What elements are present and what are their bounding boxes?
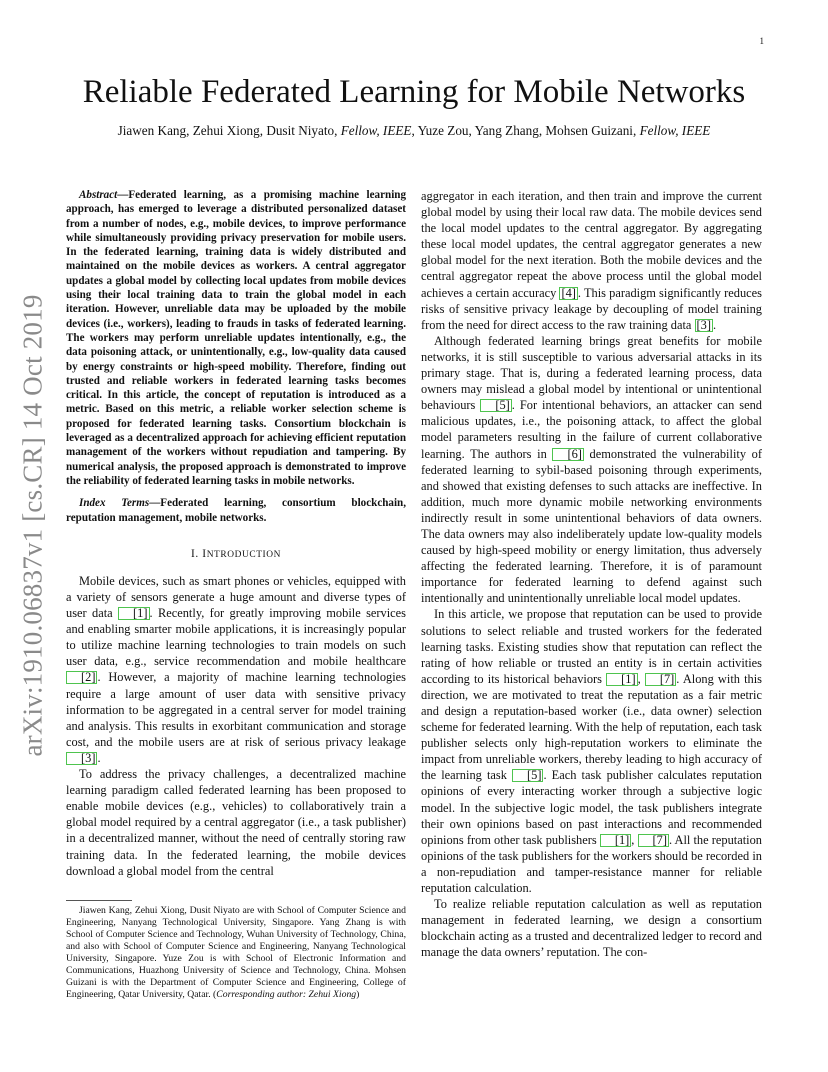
corresponding-author: Corresponding author: Zehui Xiong bbox=[216, 989, 357, 1000]
right-paragraph-2 bbox=[421, 333, 762, 607]
citation-link[interactable]: [1] bbox=[606, 673, 637, 686]
paragraph-text: Mobile devices, such as smart phones or vehicles, equipped with a variety of sensors generate a huge amount and diverse types of user data bbox=[66, 573, 406, 621]
paragraph-text: aggregator in each iteration, and then train and improve the current global model by using their local raw data. The mobile devices send the local model updates to the central aggregator. By aggregating these local model updates, the central aggregator generates a new global model for the next iteration. Both the mobile devices and the central aggregator repeat the above process until the global model achieves a certain accuracy bbox=[421, 189, 762, 300]
index-terms bbox=[66, 496, 406, 525]
paragraph-text: . bbox=[712, 317, 717, 332]
page-number: 1 bbox=[759, 36, 764, 46]
intro-paragraph-1 bbox=[66, 573, 406, 766]
arxiv-identifier-text: arXiv:1910.06837v1 [cs.CR] 14 Oct 2019 bbox=[17, 293, 48, 757]
author-affiliation-footnote bbox=[66, 905, 406, 1001]
paragraph-text: , bbox=[637, 671, 645, 686]
citation-link[interactable]: [3] bbox=[696, 317, 711, 332]
authors-part-1: Jiawen Kang, Zehui Xiong, Dusit Niyato, bbox=[117, 123, 338, 138]
paragraph-text: . Each task publisher calculates reputation opinions of every interacting worker through a subjective logic model. In the subjective logic model, the task publishers integrate their own opinions based on past interactions and recommended opinions from other task publishers bbox=[421, 768, 762, 847]
intro-paragraph-2: To address the privacy challenges, a decentralized machine learning paradigm called federated learning has been proposed to enable mobile devices (e.g., vehicles) to collaboratively train a global model required by a central aggregator (i.e., a task publisher) in a decentralized manner, without the need of centrally storing raw training data. In the federated learning, the mobile devices download a global model from the central bbox=[66, 767, 406, 878]
citation-link[interactable]: [1] bbox=[118, 607, 149, 620]
paragraph-text: In this article, we propose that reputation can be used to provide solutions to select reliable and trusted workers for the federated learning tasks. Existing studies show that reputation can reflect the rating of how reliable or trusted an entity is in certain activities according to its historical behaviors bbox=[421, 607, 762, 686]
paragraph-text: . All the reputation opinions of the task publishers for the workers should be recorded in a non-repudiation and tamper-resistance manner for reliable reputation calculation. bbox=[421, 832, 762, 896]
paragraph-text: . bbox=[97, 750, 101, 765]
right-paragraph-3 bbox=[421, 606, 762, 896]
paragraph-text: . However, a majority of machine learning technologies require a large amount of user data with sensitive privacy information to be aggregated in a central server for model training and analysis. This results in exorbitant communication and storage cost, and the mobile users are at risk of serious privacy leakage bbox=[66, 670, 406, 749]
abstract bbox=[66, 188, 406, 488]
paragraph-text: . Along with this direction, we are motivated to treat the reputation as a fair metric and design a reputation-based worker (i.e., data owner) selection scheme for federated learning. With the help of reputation, each task publisher selects only high-reputation workers to eliminate the impact from unreliable workers, thereby leading to high accuracy of the learning task bbox=[421, 671, 762, 783]
citation-link[interactable]: [7] bbox=[645, 673, 676, 686]
paragraph-text: . For intentional behaviors, an attacker can send malicious updates, i.e., the poisoning attack, to affect the global model parameters resulting in the failure of current collaborative learning. The authors in bbox=[421, 398, 762, 461]
citation-link[interactable]: [6] bbox=[552, 448, 583, 461]
paragraph-text: . Recently, for greatly improving mobile services and enabling smarter mobile applications, it is increasingly popular to utilize machine learning technologies to train models on such user data, e.g., service recommendation and mobile healthcare bbox=[66, 606, 406, 669]
abstract-text: —Federated learning, as a promising machine learning approach, has emerged to leverage a distributed personalized dataset from a number of nodes, e.g., mobile devices, to improve performance while simultaneously providing privacy preservation for mobile users. In the federated learning, training data is widely distributed and maintained on the mobile devices as workers. A central aggregator updates a global model by collecting local updates from mobile devices using their local training data to train the global model in each iteration. However, unreliable data may be uploaded by the mobile devices (i.e., workers), leading to frauds in tasks of federated learning. The workers may perform unreliable updates intentionally, e.g., the data poisoning attack, or unintentionally, e.g., low-quality data caused by energy constraints or high-speed mobility. Therefore, finding out trusted and reliable workers in federated learning tasks becomes critical. In this article, the concept of reputation is introduced as a metric. Based on this metric, a reliable worker selection scheme is proposed for federated learning tasks. Consortium blockchain is leveraged as a decentralized approach for achieving efficient reputation management of the workers without repudiation and tampering. By numerical analysis, the proposed approach is demonstrated to improve the reliability of federated learning tasks in mobile networks. bbox=[66, 189, 406, 487]
right-paragraph-4: To realize reliable reputation calculation as well as reputation management in federated learning, we design a consortium blockchain acting as a trusted and decentralized ledger to record and manage the data owners’ reputation. The con- bbox=[421, 897, 762, 960]
footnote-text: Jiawen Kang, Zehui Xiong, Dusit Niyato are with School of Computer Science and Engineering, Nanyang Technological University, Singapore. Yang Zhang is with School of Computer Science and Technology, Wuhan University of Technology, China, and also with School of Computer Science and Engineering, Nanyang Technological University, Singapore. Yuze Zou is with School of Electronic Information and Communications, Huazhong University of Science and Technology, China. Mohsen Guizani is with the Department of Computer Science and Engineering, College of Engineering, Qatar University, Qatar. ( bbox=[66, 905, 406, 1000]
section-heading-introduction: I. INTRODUCTION bbox=[191, 547, 281, 560]
paper-title: Reliable Federated Learning for Mobile Networks bbox=[82, 74, 746, 110]
abstract-lead: Abstract bbox=[79, 189, 118, 201]
citation-link[interactable]: [5] bbox=[480, 399, 511, 412]
index-terms-text: —Federated learning, consortium blockchain, reputation management, mobile networks. bbox=[66, 497, 406, 524]
author-list bbox=[0, 123, 828, 139]
right-column bbox=[421, 188, 762, 961]
index-terms-lead: Index Terms bbox=[79, 497, 150, 510]
paragraph-text: . This paradigm significantly reduces risks of sensitive privacy leakage by decoupling of model training from the need for direct access to the raw training data bbox=[421, 285, 762, 332]
paragraph-text: , bbox=[631, 832, 638, 847]
author-fellow-title-1: Fellow, IEEE bbox=[340, 123, 412, 138]
citation-link[interactable]: [1] bbox=[600, 834, 631, 847]
author-fellow-title-2: Fellow, IEEE bbox=[639, 123, 711, 138]
footnote-divider bbox=[66, 900, 132, 901]
citation-link[interactable]: [4] bbox=[561, 285, 576, 300]
authors-part-2: , Yuze Zou, Yang Zhang, Mohsen Guizani, bbox=[411, 123, 637, 138]
left-column bbox=[66, 188, 406, 879]
citation-link[interactable]: [3] bbox=[66, 752, 97, 765]
citation-link[interactable]: [2] bbox=[66, 671, 97, 684]
footnote-close: ) bbox=[356, 989, 360, 1000]
paragraph-text: demonstrated the vulnerability of federated learning to sybil-based poisoning through experiments, and showed that existing defenses to such attacks are ineffective. In addition, much more dynamic mobile networking environments indirectly result in some unintentional behaviors of data owners. The data owners may also indeliberately update low-quality models caused by high-speed mobility or energy limitation, thus adversely affecting the federated learning. Therefore, it is of paramount importance for federated learning to defend against such intentionally and unintentionally unreliable local model updates. bbox=[421, 446, 762, 606]
citation-link[interactable]: [5] bbox=[512, 769, 543, 782]
arxiv-identifier-stamp bbox=[8, 290, 58, 760]
right-paragraph-1 bbox=[421, 188, 762, 333]
paragraph-text: Although federated learning brings great benefits for mobile networks, it is still susceptible to various adversarial attacks in its primary stage. That is, during a federated learning process, data owners may mislead a global model by intentional or unintentional behaviours bbox=[421, 333, 762, 413]
citation-link[interactable]: [7] bbox=[638, 834, 669, 847]
